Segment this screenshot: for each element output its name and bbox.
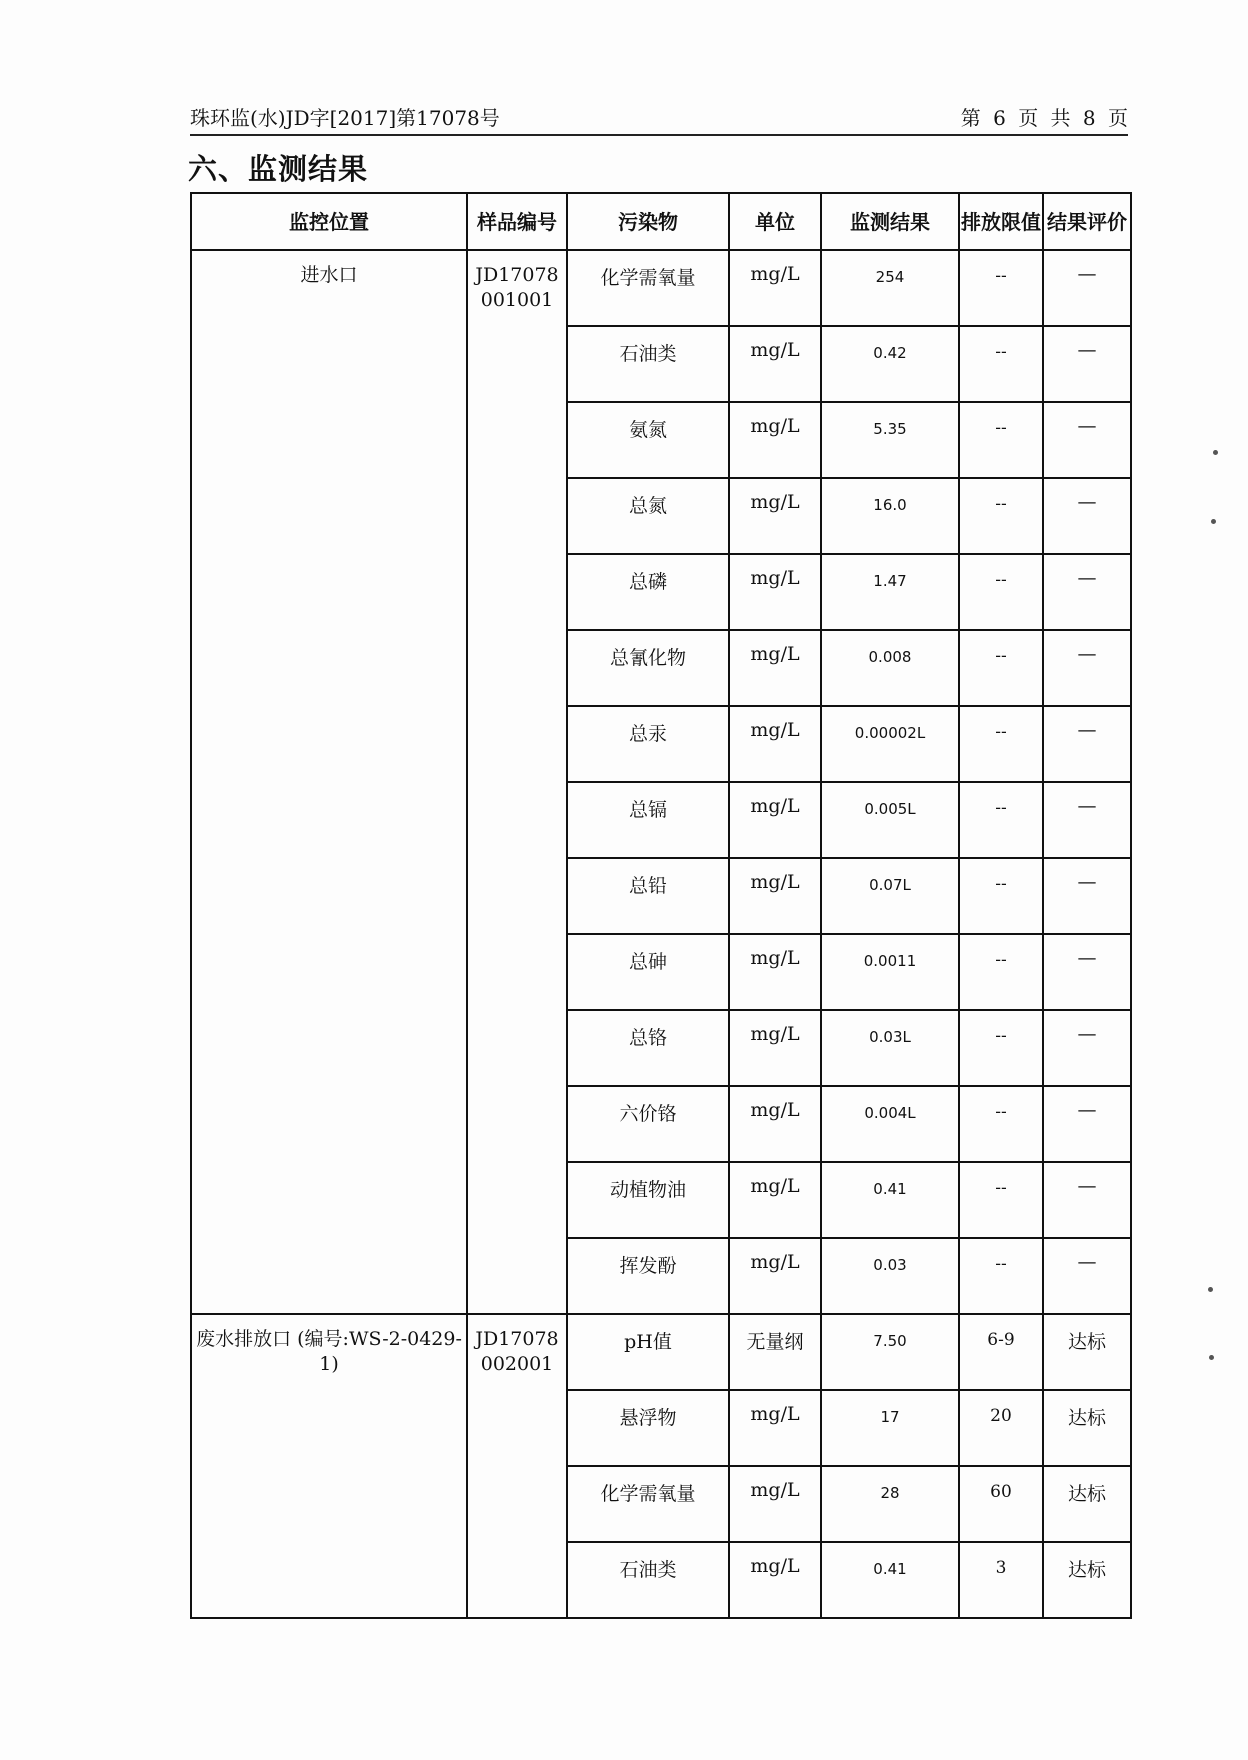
pollutant-cell: 动植物油 [567,1162,729,1238]
unit-cell: mg/L [729,858,821,934]
table-row [191,1314,1131,1390]
evaluation-cell: 达标 [1043,1466,1131,1542]
evaluation-cell: — [1043,1162,1131,1238]
scan-mark [1213,450,1218,455]
monitoring-results-table [190,192,1132,1619]
result-cell: 0.41 [821,1542,959,1618]
page-number: 第 6 页 共 8 页 [960,106,1128,130]
evaluation-cell: — [1043,478,1131,554]
unit-cell: mg/L [729,554,821,630]
pollutant-cell: 石油类 [567,326,729,402]
sample-number: JD17078 002001 [467,1314,567,1618]
evaluation-cell: — [1043,402,1131,478]
result-cell: 0.41 [821,1162,959,1238]
limit-cell: 60 [959,1466,1043,1542]
unit-cell: mg/L [729,250,821,326]
result-cell: 0.03L [821,1010,959,1086]
result-cell: 0.004L [821,1086,959,1162]
limit-cell: -- [959,250,1043,326]
unit-cell: mg/L [729,1162,821,1238]
pollutant-cell: 六价铬 [567,1086,729,1162]
pollutant-cell: 总铅 [567,858,729,934]
column-header: 结果评价 [1043,193,1131,250]
result-cell: 0.42 [821,326,959,402]
limit-cell: -- [959,858,1043,934]
evaluation-cell: 达标 [1043,1542,1131,1618]
unit-cell: 无量纲 [729,1314,821,1390]
column-header: 排放限值 [959,193,1043,250]
scan-mark [1211,519,1216,524]
limit-cell: -- [959,1086,1043,1162]
evaluation-cell: — [1043,554,1131,630]
pollutant-cell: 石油类 [567,1542,729,1618]
pollutant-cell: 总铬 [567,1010,729,1086]
column-header: 污染物 [567,193,729,250]
unit-cell: mg/L [729,402,821,478]
evaluation-cell: — [1043,1238,1131,1314]
result-cell: 0.008 [821,630,959,706]
evaluation-cell: 达标 [1043,1314,1131,1390]
result-cell: 28 [821,1466,959,1542]
monitoring-location: 进水口 [191,250,467,1314]
result-cell: 0.005L [821,782,959,858]
sample-number: JD17078 001001 [467,250,567,1314]
result-cell: 254 [821,250,959,326]
document-number: 珠环监(水)JD字[2017]第17078号 [190,106,500,130]
unit-cell: mg/L [729,1238,821,1314]
monitoring-location: 废水排放口 (编号:WS-2-0429-1) [191,1314,467,1618]
result-cell: 5.35 [821,402,959,478]
limit-cell: -- [959,1162,1043,1238]
result-cell: 7.50 [821,1314,959,1390]
column-header: 监测结果 [821,193,959,250]
section-title: 六、监测结果 [188,152,369,186]
unit-cell: mg/L [729,326,821,402]
pollutant-cell: 挥发酚 [567,1238,729,1314]
unit-cell: mg/L [729,1390,821,1466]
result-cell: 0.07L [821,858,959,934]
result-cell: 17 [821,1390,959,1466]
unit-cell: mg/L [729,934,821,1010]
limit-cell: -- [959,782,1043,858]
pollutant-cell: pH值 [567,1314,729,1390]
limit-cell: -- [959,554,1043,630]
evaluation-cell: — [1043,1086,1131,1162]
limit-cell: -- [959,402,1043,478]
column-header: 监控位置 [191,193,467,250]
limit-cell: 6-9 [959,1314,1043,1390]
pollutant-cell: 化学需氧量 [567,1466,729,1542]
pollutant-cell: 总磷 [567,554,729,630]
result-cell: 0.00002L [821,706,959,782]
limit-cell: -- [959,1010,1043,1086]
evaluation-cell: — [1043,706,1131,782]
pollutant-cell: 总氮 [567,478,729,554]
unit-cell: mg/L [729,1086,821,1162]
evaluation-cell: — [1043,326,1131,402]
pollutant-cell: 氨氮 [567,402,729,478]
evaluation-cell: — [1043,1010,1131,1086]
limit-cell: -- [959,478,1043,554]
limit-cell: -- [959,934,1043,1010]
column-header: 样品编号 [467,193,567,250]
pollutant-cell: 总砷 [567,934,729,1010]
limit-cell: 20 [959,1390,1043,1466]
column-header: 单位 [729,193,821,250]
page-header [190,98,1128,136]
evaluation-cell: — [1043,858,1131,934]
evaluation-cell: — [1043,250,1131,326]
evaluation-cell: 达标 [1043,1390,1131,1466]
evaluation-cell: — [1043,630,1131,706]
table-row [191,250,1131,326]
unit-cell: mg/L [729,706,821,782]
unit-cell: mg/L [729,478,821,554]
limit-cell: 3 [959,1542,1043,1618]
evaluation-cell: — [1043,934,1131,1010]
result-cell: 16.0 [821,478,959,554]
unit-cell: mg/L [729,1542,821,1618]
table-body [191,250,1131,1618]
table-header-row [191,193,1131,250]
scan-mark [1209,1355,1214,1360]
limit-cell: -- [959,630,1043,706]
scan-mark [1208,1287,1213,1292]
limit-cell: -- [959,706,1043,782]
limit-cell: -- [959,1238,1043,1314]
pollutant-cell: 总汞 [567,706,729,782]
pollutant-cell: 总镉 [567,782,729,858]
result-cell: 0.0011 [821,934,959,1010]
unit-cell: mg/L [729,1466,821,1542]
unit-cell: mg/L [729,1010,821,1086]
limit-cell: -- [959,326,1043,402]
pollutant-cell: 总氰化物 [567,630,729,706]
pollutant-cell: 化学需氧量 [567,250,729,326]
result-cell: 0.03 [821,1238,959,1314]
result-cell: 1.47 [821,554,959,630]
evaluation-cell: — [1043,782,1131,858]
unit-cell: mg/L [729,630,821,706]
unit-cell: mg/L [729,782,821,858]
pollutant-cell: 悬浮物 [567,1390,729,1466]
